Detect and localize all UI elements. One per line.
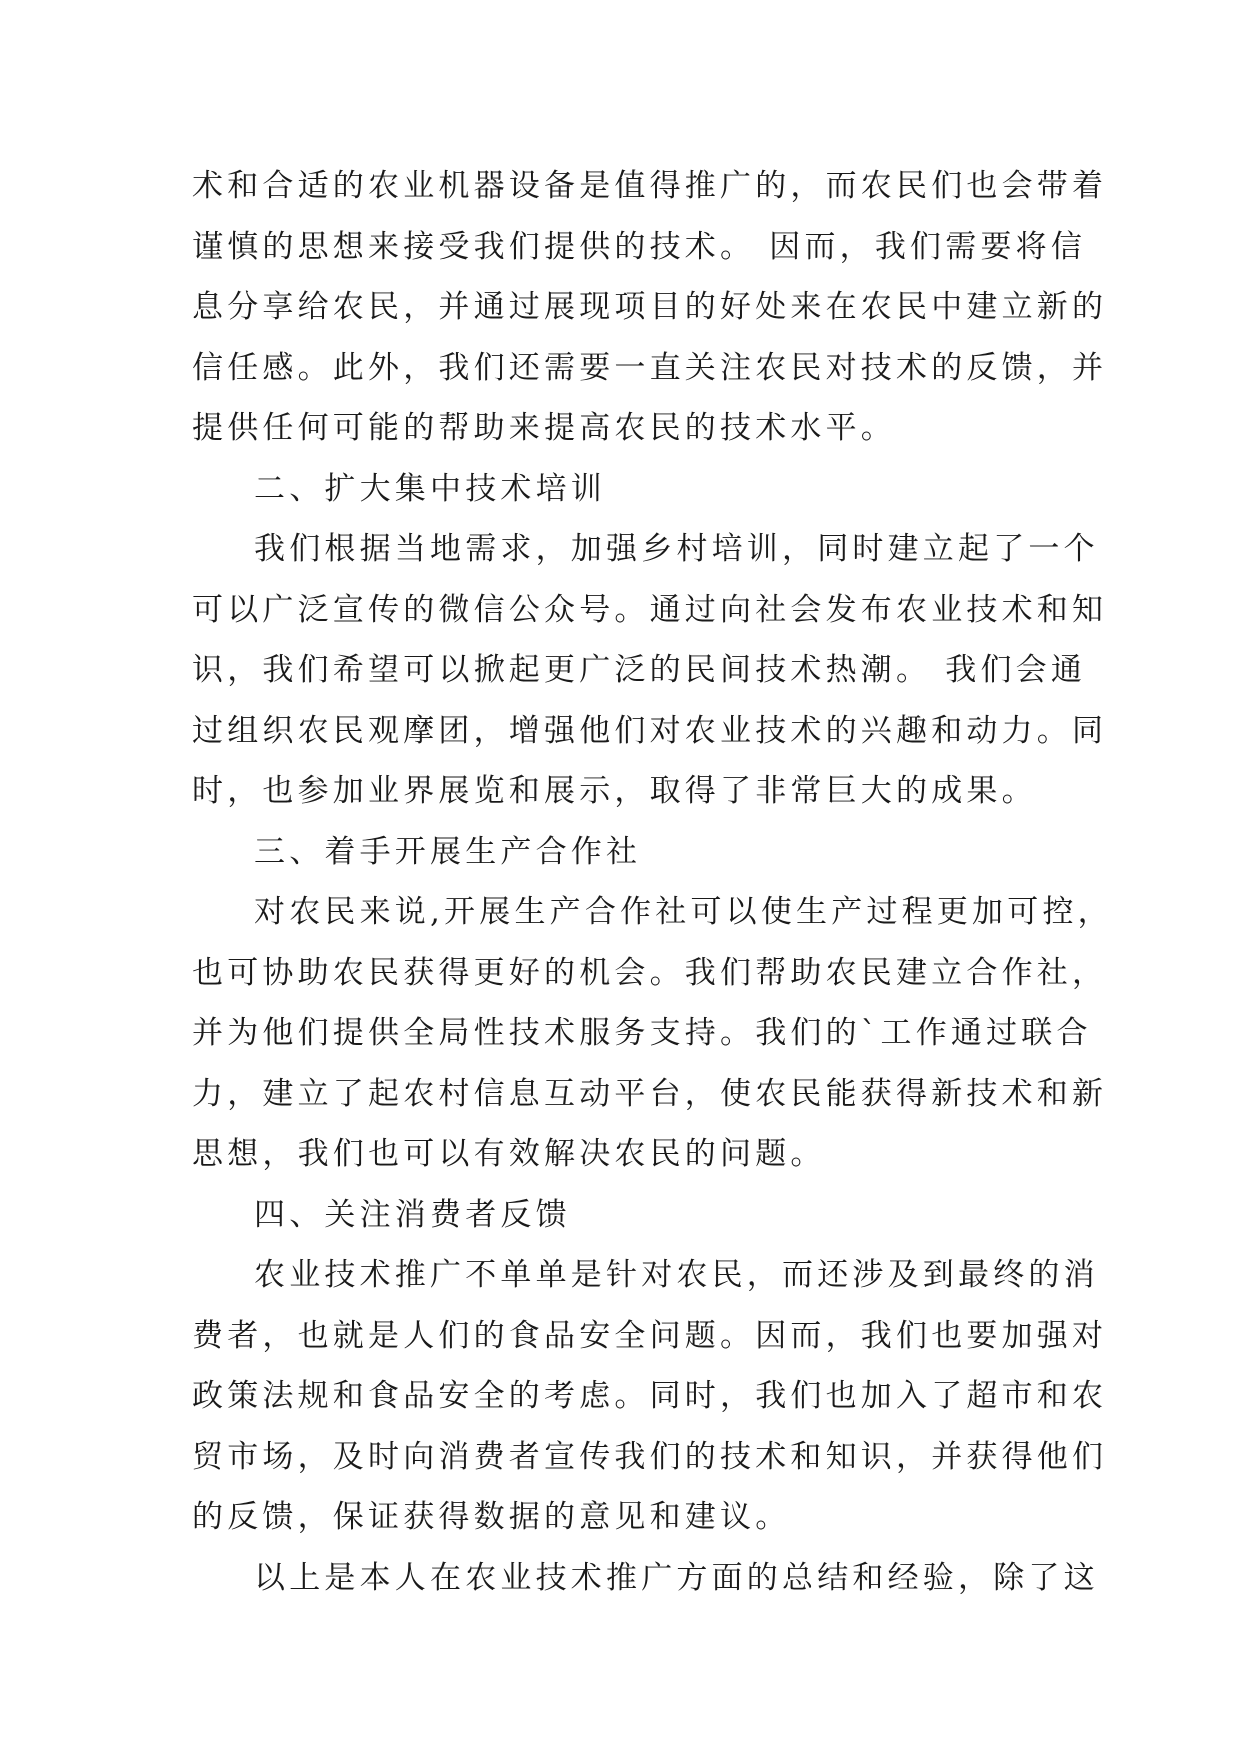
section-heading: 二、扩大集中技术培训	[254, 470, 606, 507]
text-line: 息分享给农民，并通过展现项目的好处来在农民中建立新的	[192, 289, 1108, 325]
text-line: 术和合适的农业机器设备是值得推广的，而农民们也会带着	[192, 168, 1108, 204]
text-line: 并为他们提供全局性技术服务支持。我们的`工作通过联合	[192, 1015, 1092, 1051]
text-line: 的反馈，保证获得数据的意见和建议。	[192, 1499, 791, 1535]
text-line: 力，建立了起农村信息互动平台，使农民能获得新技术和新	[192, 1075, 1108, 1112]
text-line: 时，也参加业界展览和展示，取得了非常巨大的成果。	[192, 773, 1037, 809]
text-line: 信任感。此外，我们还需要一直关注农民对技术的反馈，并	[192, 349, 1108, 386]
text-line: 过组织农民观摩团，增强他们对农业技术的兴趣和动力。同	[192, 712, 1108, 749]
text-line: 农业技术推广不单单是针对农民，而还涉及到最终的消	[254, 1257, 1099, 1293]
text-line: 对农民来说,开展生产合作社可以使生产过程更加可控，	[254, 894, 1113, 930]
text-line: 可以广泛宣传的微信公众号。通过向社会发布农业技术和知	[192, 591, 1108, 628]
text-line: 贸市场，及时向消费者宣传我们的技术和知识，并获得他们	[192, 1438, 1108, 1475]
section-heading: 三、着手开展生产合作社	[254, 833, 642, 870]
text-line: 谨慎的思想来接受我们提供的技术。 因而，我们需要将信	[192, 228, 1087, 265]
text-line: 思想，我们也可以有效解决农民的问题。	[192, 1136, 826, 1172]
document-body	[192, 156, 1113, 1608]
text-line: 提供任何可能的帮助来提高农民的技术水平。	[192, 410, 896, 446]
text-line: 以上是本人在农业技术推广方面的总结和经验，除了这	[254, 1559, 1099, 1596]
text-line: 识，我们希望可以掀起更广泛的民间技术热潮。 我们会通	[192, 652, 1087, 688]
text-line: 政策法规和食品安全的考虑。同时，我们也加入了超市和农	[192, 1378, 1108, 1414]
text-line: 费者，也就是人们的食品安全问题。因而，我们也要加强对	[192, 1317, 1108, 1354]
text-line: 我们根据当地需求，加强乡村培训，同时建立起了一个	[254, 531, 1099, 567]
section-heading: 四、关注消费者反馈	[254, 1196, 571, 1233]
text-line: 也可协助农民获得更好的机会。我们帮助农民建立合作社，	[192, 954, 1108, 991]
